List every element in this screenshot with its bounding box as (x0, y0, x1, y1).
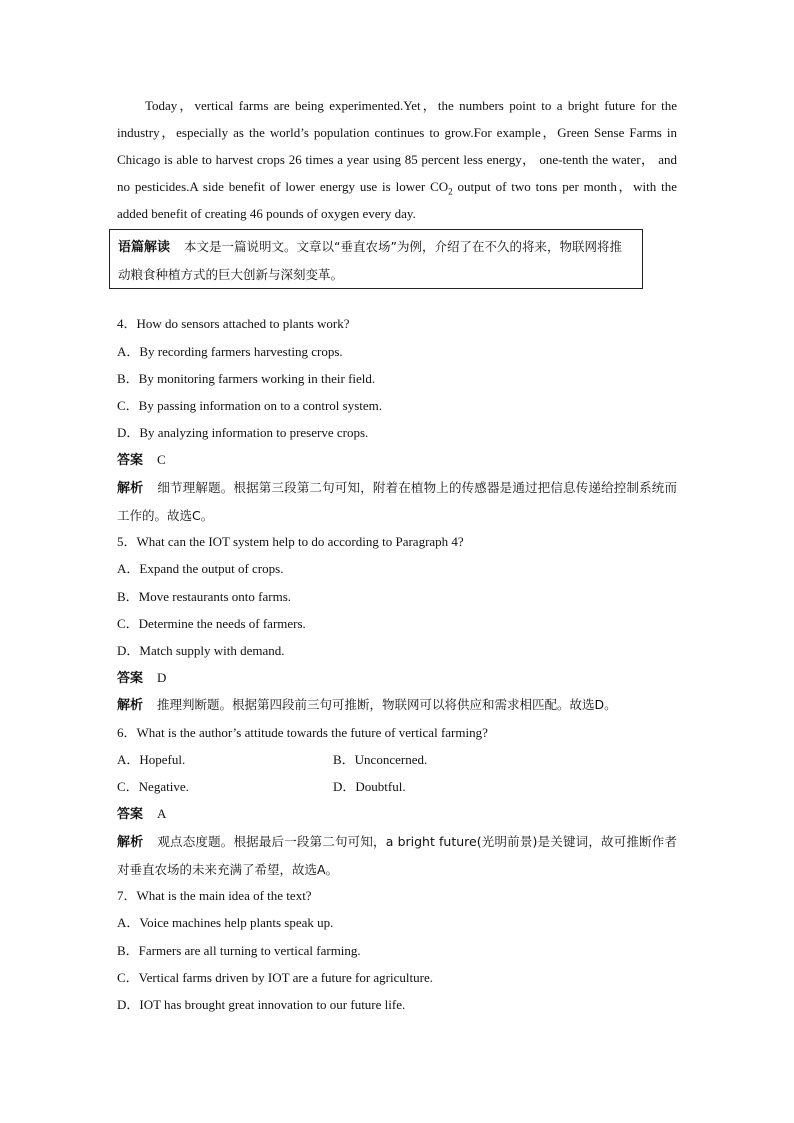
q4-option-d: D．By analyzing information to preserve crops. (117, 425, 369, 440)
q6-option-a: A．Hopeful. (117, 752, 186, 767)
q4-option-c: C．By passing information on to a control system. (117, 398, 383, 413)
q4-analysis-text: 细节理解题。根据第三段第二句可知，附着在植物上的传感器是通过把信息传递给控制系统而工作的。故选C。 (117, 480, 677, 523)
co2-subscript: 2 (448, 186, 453, 197)
q4-answer (117, 452, 166, 469)
q7-option-b: B．Farmers are all turning to vertical farming. (117, 943, 361, 958)
q7-stem: 7．What is the main idea of the text? (117, 888, 312, 903)
reading-note-text: 本文是一篇说明文。文章以“垂直农场”为例，介绍了在不久的将来，物联网将推动粮食种植方式的巨大创新与深刻变革。 (118, 239, 622, 282)
q5-option-d: D．Match supply with demand. (117, 643, 285, 658)
q6-answer-value: A (157, 806, 167, 821)
q4-option-a: A．By recording farmers harvesting crops. (117, 344, 343, 359)
reading-note (118, 233, 634, 289)
q5-answer-value: D (157, 670, 167, 685)
q7-option-d: D．IOT has brought great innovation to our future life. (117, 997, 406, 1012)
q6-analysis-text: 观点态度题。根据最后一段第二句可知，a bright future(光明前景)是关键词，故可推断作者对垂直农场的未来充满了希望，故选A。 (117, 834, 677, 877)
q4-analysis (117, 474, 677, 529)
q5-stem: 5．What can the IOT system help to do according to Paragraph 4? (117, 534, 464, 549)
q6-analysis (117, 828, 677, 883)
q5-option-b: B．Move restaurants onto farms. (117, 589, 292, 604)
q6-option-c: C．Negative. (117, 779, 189, 794)
q5-analysis-text: 推理判断题。根据第四段前三句可推断，物联网可以将供应和需求相匹配。故选D。 (157, 697, 617, 712)
q6-answer-label: 答案 (117, 807, 144, 822)
q6-analysis-label: 解析 (117, 835, 144, 850)
q5-option-c: C．Determine the needs of farmers. (117, 616, 306, 631)
q6-answer (117, 806, 166, 823)
q5-answer-label: 答案 (117, 671, 144, 686)
q5-option-a: A．Expand the output of crops. (117, 561, 284, 576)
q5-answer (117, 670, 166, 687)
q4-stem: 4．How do sensors attached to plants work? (117, 316, 350, 331)
q6-stem: 6．What is the author’s attitude towards the future of vertical farming? (117, 725, 488, 740)
reading-note-box (109, 229, 643, 289)
q4-answer-value: C (157, 452, 166, 467)
reading-note-label: 语篇解读 (118, 240, 171, 255)
q4-option-b: B．By monitoring farmers working in their field. (117, 371, 376, 386)
q6-option-d: D．Doubtful. (333, 779, 406, 794)
q5-analysis-label: 解析 (117, 698, 144, 713)
passage-text-part1: Today，vertical farms are being experimented.Yet，the numbers point to a bright future for the industry，especially as the world’s population continues to grow.For example，Green Sense Farms in Chicago is able to harvest crops 26 times a year using 85 percent less energy， one-tenth the water， and no pesticides.A side benefit of lower energy use is lower CO (117, 98, 677, 194)
q6-option-b: B．Unconcerned. (333, 752, 428, 767)
q5-analysis (117, 697, 617, 714)
q4-answer-label: 答案 (117, 453, 144, 468)
passage-paragraph (117, 92, 677, 227)
passage-text-part2: output of two tons per month，with the added benefit of creating 46 pounds of oxygen every day. (117, 179, 677, 221)
q7-option-a: A．Voice machines help plants speak up. (117, 915, 334, 930)
q4-analysis-label: 解析 (117, 481, 144, 496)
q7-option-c: C．Vertical farms driven by IOT are a future for agriculture. (117, 970, 433, 985)
